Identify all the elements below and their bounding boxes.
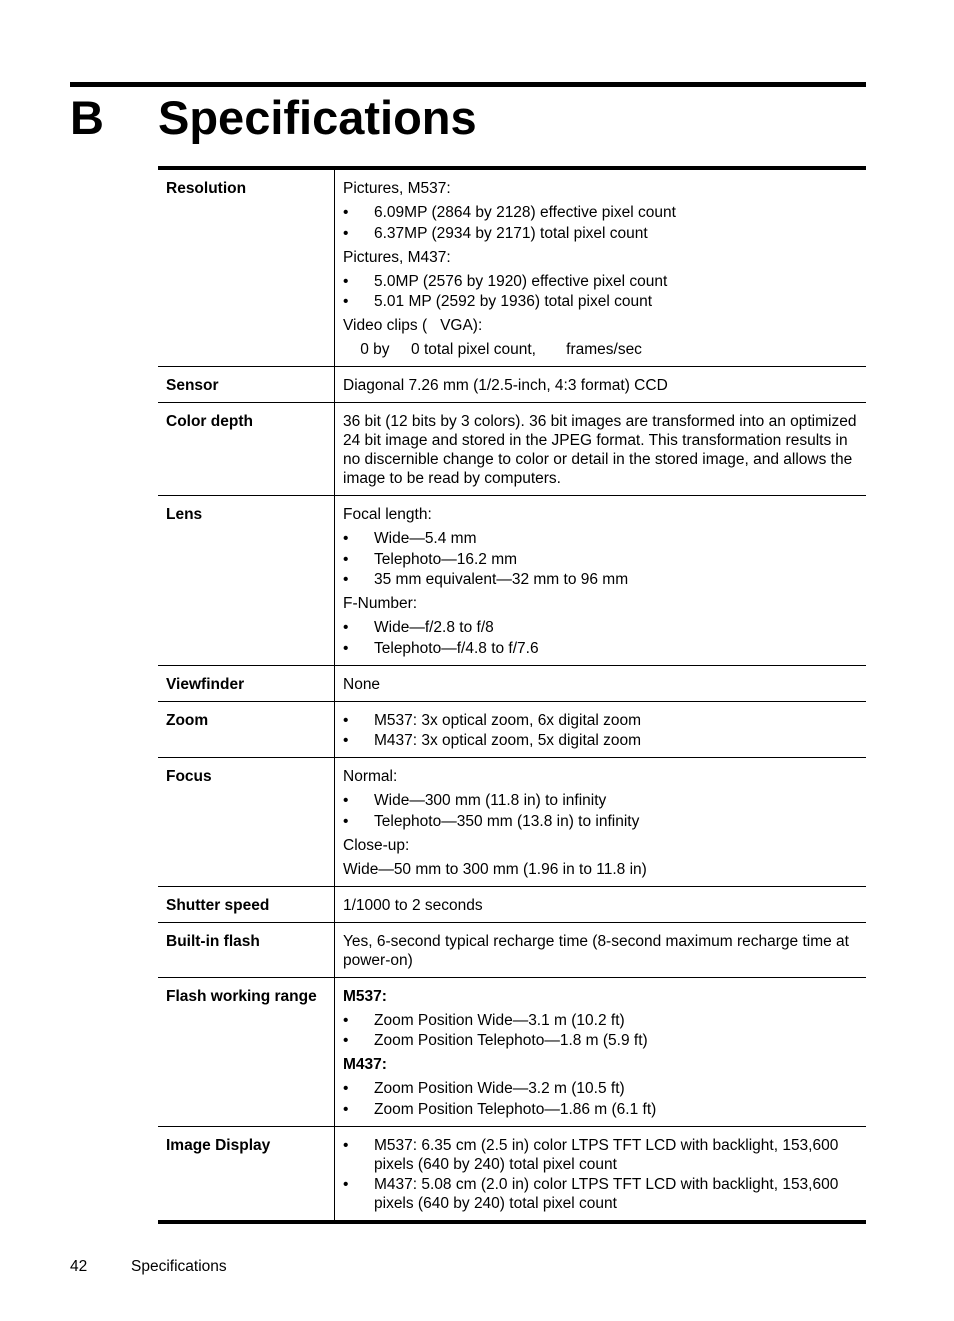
list-item: • Zoom Position Wide—3.2 m (10.5 ft) bbox=[343, 1080, 625, 1097]
bullet-icon: • bbox=[343, 1100, 349, 1118]
spec-row-resolution bbox=[158, 168, 866, 367]
list-item: • M437: 5.08 cm (2.0 in) color LTPS TFT LCD with backlight, 153,600 pixels (640 by 240) total pixel count bbox=[343, 1176, 839, 1212]
bullet-icon: • bbox=[343, 1011, 349, 1029]
specifications-table bbox=[158, 166, 866, 1224]
spec-row-sensor bbox=[158, 367, 866, 403]
spec-row-builtin-flash bbox=[158, 922, 866, 977]
lens-focal-list bbox=[343, 529, 858, 589]
list-item: • 5.0MP (2576 by 1920) effective pixel count bbox=[343, 272, 668, 290]
list-item: • Zoom Position Telephoto—1.86 m (6.1 ft) bbox=[343, 1100, 657, 1118]
resolution-m437-heading: Pictures, M437: bbox=[343, 248, 451, 266]
list-item: • Wide—5.4 mm bbox=[343, 530, 477, 547]
focus-normal-heading: Normal: bbox=[343, 768, 398, 785]
spec-label: Lens bbox=[158, 496, 335, 666]
flash-m437-list bbox=[343, 1079, 858, 1119]
chapter-letter: B bbox=[70, 91, 104, 144]
resolution-m537-heading: Pictures, M537: bbox=[343, 180, 451, 197]
list-item: • M437: 3x optical zoom, 5x digital zoom bbox=[343, 732, 642, 749]
spec-row-zoom bbox=[158, 701, 866, 758]
bullet-icon: • bbox=[343, 1080, 349, 1097]
spec-row-image-display bbox=[158, 1126, 866, 1222]
spec-row-viewfinder bbox=[158, 665, 866, 701]
spec-value: 1/1000 to 2 seconds bbox=[335, 886, 867, 922]
spec-label: Image Display bbox=[158, 1126, 335, 1222]
chapter-title: Specifications bbox=[158, 91, 477, 144]
resolution-m437-list bbox=[343, 272, 858, 312]
bullet-icon: • bbox=[343, 571, 349, 588]
spec-value: Yes, 6-second typical recharge time (8-second maximum recharge time at power-on) bbox=[335, 922, 867, 977]
list-item: • Wide—f/2.8 to f/8 bbox=[343, 619, 494, 636]
flash-m437-heading: M437: bbox=[343, 1056, 387, 1073]
spec-value: 36 bit (12 bits by 3 colors). 36 bit images are transformed into an optimized 24 bit image and stored in the JPEG format. This transformation results in no discernible change to color or detail in the stored image, and allows the image to be read by computers. bbox=[335, 403, 867, 496]
spec-value bbox=[335, 1126, 867, 1222]
bullet-icon: • bbox=[343, 272, 349, 290]
resolution-video-line: 0 by 0 total pixel count, frames/sec bbox=[343, 341, 642, 358]
bullet-icon: • bbox=[343, 639, 349, 657]
list-item: • Telephoto—350 mm (13.8 in) to infinity bbox=[343, 812, 640, 830]
bullet-icon: • bbox=[343, 732, 349, 749]
bullet-icon: • bbox=[343, 619, 349, 636]
spec-value bbox=[335, 977, 867, 1126]
spec-value: None bbox=[335, 665, 867, 701]
spec-label: Sensor bbox=[158, 367, 335, 403]
list-item: • 6.37MP (2934 by 2171) total pixel count bbox=[343, 224, 648, 242]
bullet-icon: • bbox=[343, 550, 349, 568]
spec-label: Resolution bbox=[158, 168, 335, 367]
bullet-icon: • bbox=[343, 711, 349, 729]
bullet-icon: • bbox=[343, 792, 349, 809]
spec-row-flash-range bbox=[158, 977, 866, 1126]
bullet-icon: • bbox=[343, 293, 349, 310]
bullet-icon: • bbox=[343, 1136, 349, 1154]
bullet-icon: • bbox=[343, 530, 349, 547]
list-item: • M537: 6.35 cm (2.5 in) color LTPS TFT LCD with backlight, 153,600 pixels (640 by 240) total pixel count bbox=[343, 1136, 839, 1173]
spec-label: Viewfinder bbox=[158, 665, 335, 701]
bullet-icon: • bbox=[343, 812, 349, 830]
list-item: • Wide—300 mm (11.8 in) to infinity bbox=[343, 792, 607, 809]
list-item: • Telephoto—f/4.8 to f/7.6 bbox=[343, 639, 539, 657]
focus-normal-list bbox=[343, 791, 858, 831]
page-number: 42 bbox=[70, 1258, 88, 1275]
list-item: • Zoom Position Telephoto—1.8 m (5.9 ft) bbox=[343, 1032, 648, 1049]
zoom-list bbox=[343, 711, 858, 751]
image-display-list bbox=[343, 1136, 858, 1214]
spec-label: Built-in flash bbox=[158, 922, 335, 977]
spec-value: Diagonal 7.26 mm (1/2.5-inch, 4:3 format) CCD bbox=[335, 367, 867, 403]
focus-closeup-heading: Close-up: bbox=[343, 836, 410, 854]
list-item: • 6.09MP (2864 by 2128) effective pixel count bbox=[343, 204, 676, 221]
bullet-icon: • bbox=[343, 1176, 349, 1193]
lens-fnumber-list bbox=[343, 618, 858, 658]
list-item: • Zoom Position Wide—3.1 m (10.2 ft) bbox=[343, 1011, 625, 1029]
resolution-m537-list bbox=[343, 203, 858, 243]
list-item: • 35 mm equivalent—32 mm to 96 mm bbox=[343, 571, 629, 588]
spec-label: Focus bbox=[158, 758, 335, 887]
list-item: • 5.01 MP (2592 by 1936) total pixel count bbox=[343, 293, 653, 310]
lens-fnumber-heading: F-Number: bbox=[343, 595, 418, 612]
lens-focal-heading: Focal length: bbox=[343, 506, 432, 523]
bullet-icon: • bbox=[343, 204, 349, 221]
list-item: • M537: 3x optical zoom, 6x digital zoom bbox=[343, 711, 642, 729]
resolution-video-heading: Video clips ( VGA): bbox=[343, 317, 483, 334]
spec-label: Zoom bbox=[158, 701, 335, 758]
spec-label: Flash working range bbox=[158, 977, 335, 1126]
spec-row-focus bbox=[158, 758, 866, 887]
bullet-icon: • bbox=[343, 1032, 349, 1049]
chapter-top-rule bbox=[70, 82, 866, 87]
spec-value bbox=[335, 496, 867, 666]
spec-label: Color depth bbox=[158, 403, 335, 496]
spec-value bbox=[335, 758, 867, 887]
flash-m537-heading: M537: bbox=[343, 987, 387, 1005]
bullet-icon: • bbox=[343, 224, 349, 242]
list-item: • Telephoto—16.2 mm bbox=[343, 550, 518, 568]
spec-value bbox=[335, 701, 867, 758]
spec-label: Shutter speed bbox=[158, 886, 335, 922]
spec-row-color-depth bbox=[158, 403, 866, 496]
flash-m537-list bbox=[343, 1011, 858, 1051]
focus-closeup-value: Wide—50 mm to 300 mm (1.96 in to 11.8 in) bbox=[343, 860, 647, 878]
spec-row-shutter-speed bbox=[158, 886, 866, 922]
spec-row-lens bbox=[158, 496, 866, 666]
spec-value bbox=[335, 168, 867, 367]
footer-section-title: Specifications bbox=[131, 1258, 227, 1275]
